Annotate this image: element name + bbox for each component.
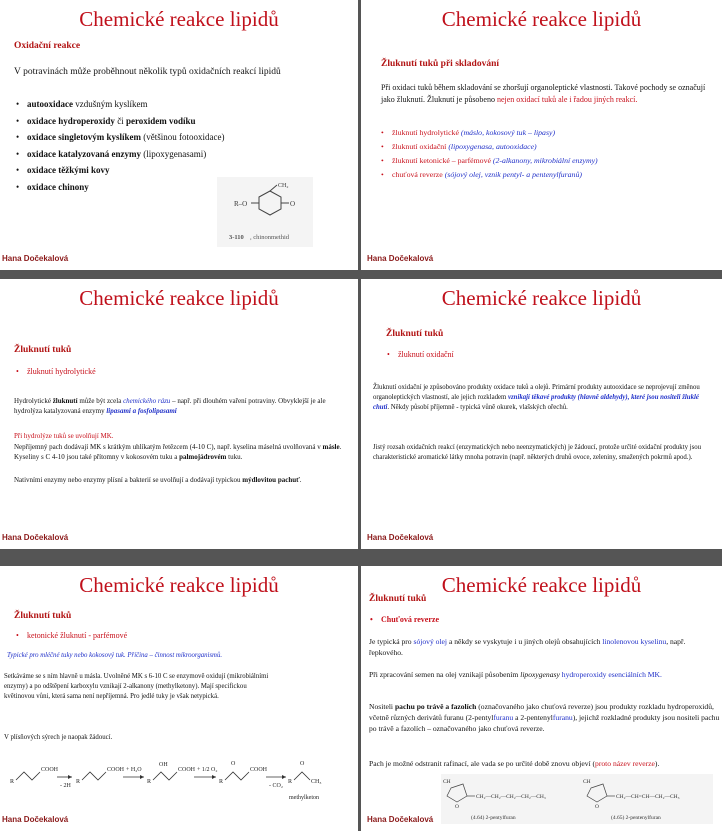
svg-text:R: R [288,779,293,785]
slide-oxidation-reactions [0,0,358,270]
svg-text:R: R [10,779,15,785]
paragraph-refining: Pach je možné odstranit rafinací, ale vadа se po určité době znovu objeví (proto název reverze). [369,759,660,768]
paragraph-odor: Nepříjemný pach dodávají MK s krátkým uhlíkatým řetězcem (4-10 C), např. kyselina máselná uvolňovaná v másle. Kyseliny s C 4-10 jsou také přítomny v kokosovém tuku a palmojádrovém tuku. [14,443,342,462]
slide-title: Chemické reakce lipidů [441,7,642,31]
svg-text:+ H₂O: + H₂O [126,767,142,773]
slide-subtitle: Oxidační reakce [14,41,81,51]
paragraph-desirable: Jistý rozsah oxidačních reakcí (enzymatických nebo neenzymatických) je žádoucí, protože určité oxidační produkty jsou charakteristické aromatické látky mnoha potravin (např. některých druhů ovoce, zeleniny, smažených pokrmů apod.). [373,444,702,461]
svg-text:CH: CH [443,779,451,785]
list-item: • oxidace těžkými kovy [16,162,224,179]
svg-text:COOH: COOH [250,767,268,773]
slide-title: Chemické reakce lipidů [79,573,279,597]
item-list [387,350,454,359]
list-item: • žluknutí oxidační (lipoxygenasa, autooxidace) [381,140,598,154]
list-item: • žluknutí oxidační [387,350,454,359]
svg-text:O: O [300,761,305,767]
slide-title: Chemické reakce lipidů [441,286,642,310]
svg-text:R–O: R–O [234,200,248,208]
svg-text:R: R [219,779,224,785]
list-item: • žluknutí hydrolytické (máslo, kokosový tuk – lipasy) [381,126,598,140]
item-list [16,367,96,376]
svg-text:CH₂—CH₂—CH₂—CH₂—CH₃: CH₂—CH₂—CH₂—CH₂—CH₃ [476,794,546,800]
ketonic-note: Typické pro mléčné tuky nebo kokosový tuk. Příčina – činnost mikroorganismů. [7,652,223,659]
author: Hana Dočekalová [2,815,69,824]
slide-subtitle: Žluknutí tuků při skladování [381,59,500,69]
author: Hana Dočekalová [367,254,434,263]
slide-title: Chemické reakce lipidů [79,286,279,310]
svg-text:- CO₂: - CO₂ [269,783,283,789]
svg-text:O: O [231,761,236,767]
author: Hana Dočekalová [2,254,69,263]
list-item: • žluknutí ketonické – parfémové (2-alkanony, mikrobiální enzymy) [381,154,598,168]
paragraph-fatty-acids: Při hydrolýze tuků se uvolňují MK. [14,432,114,440]
methylketone-scheme [4,746,354,806]
author: Hana Dočekalová [2,533,69,542]
oxidation-list [16,96,224,195]
list-item: • Chuťová reverze [370,615,439,624]
slide-intro: V potravinách může proběhnout několik typů oxidačních reakcí lipidů [14,67,281,77]
svg-text:R: R [147,779,152,785]
svg-text:- 2H: - 2H [60,783,71,789]
slide-subtitle: Žluknutí tuků [14,345,72,355]
svg-text:OH: OH [159,762,168,768]
list-item: • autooxidace vzdušným kyslíkem [16,96,224,113]
svg-text:O: O [595,804,599,810]
svg-text:COOH: COOH [107,767,125,773]
paragraph-furans: Nositeli pachu po trávě a fazolích (označovaného jako chuťová reverze) jsou produkty rozkladu hydroperoxidů, včetně různých derivátů furanu (2-pentylfuranu a 2-pentenylfuranu), jejichž rozkladné produkty jsou nositeli pachu po trávě a fazolích – označovaného jako chuťová reverze. [369,702,720,733]
paragraph-mold-cheese: V plísňových sýrech je naopak žádoucí. [4,734,113,741]
svg-text:CH₂: CH₂ [278,183,289,189]
list-item: • oxidace hydroperoxidy či peroxidem vodíku [16,113,224,130]
svg-text:+ 1/2 O₂: + 1/2 O₂ [197,767,218,773]
svg-text:COOH: COOH [178,767,196,773]
quinone-methide-structure [217,177,313,247]
svg-text:CH₃: CH₃ [311,779,322,785]
slide-oxidative-rancidity [361,279,722,549]
svg-text:CH₂—CH=CH—CH₂—CH₃: CH₂—CH=CH—CH₂—CH₃ [616,794,680,800]
list-item: • žluknutí hydrolytické [16,367,96,376]
slide-subtitle: Žluknutí tuků [386,329,444,339]
author: Hana Dočekalová [367,533,434,542]
list-item: • oxidace katalyzovaná enzymy (lipoxygenasami) [16,146,224,163]
slide-hydrolytic-rancidity [0,279,358,549]
author: Hana Dočekalová [367,815,434,824]
item-list [16,631,127,640]
svg-text:O: O [455,804,459,810]
svg-text:, chinonmethid: , chinonmethid [250,234,289,241]
list-item: • oxidace singletovým kyslíkem (většinou fotooxidace) [16,129,224,146]
list-item: • ketonické žluknutí - parfémové [16,631,127,640]
slide-subtitle: Žluknutí tuků [369,594,427,604]
list-item: • chuťová reverze (sójový olej, vznik pentyl- a pentenylfuranů) [381,168,598,182]
slide-title: Chemické reakce lipidů [441,573,642,597]
svg-text:O: O [290,200,296,208]
paragraph-lipoxygenase: Při zpracování semen na olej vznikají působením lipoxygenasy hydroperoxidy esenciálních MK. [369,670,662,679]
furan-structures [441,774,713,824]
quinone-methide-figure [217,177,313,247]
svg-text:COOH: COOH [41,767,59,773]
svg-text:3-110: 3-110 [229,234,244,241]
slide-subtitle: Žluknutí tuků [14,611,72,621]
svg-text:(4.65) 2-pentenylfuran: (4.65) 2-pentenylfuran [611,815,661,821]
furan-figure [441,774,713,824]
svg-text:R: R [76,779,81,785]
list-item: • oxidace chinony [16,179,224,196]
slide-ketonic-rancidity [0,566,358,831]
paragraph-butter: Setkáváme se s ním hlavně u másla. Uvolněné MK s 6-10 C se enzymově oxidují (mikrobiálními enzymy) a po odštěpení karboxylu vznikají 2-alkanony (methylketony). Mají specifickou květinovou vůni, která sama není nepříjemná. Pro jedlé tuky je však netypická. [4,673,269,700]
rancidity-types-list [381,126,598,182]
paragraph-soybean: Je typická pro sójový olej a někdy se vyskytuje i u jiných olejů obsahujících linolenovou kyselinu, např. řepkového. [369,637,686,657]
slide-flavor-reversion [361,566,722,831]
slide-rancidity-storage [361,0,722,270]
svg-text:CH: CH [583,779,591,785]
svg-text:(4.64) 2-pentylfuran: (4.64) 2-pentylfuran [471,815,516,821]
svg-text:methylketon: methylketon [289,795,319,801]
paragraph-oxidation: Žluknutí oxidační je způsobováno produkty oxidace tuků a olejů. Primární produkty autooxidace se neprojevují změnou organoleptických vlastností, ale jejich rozkladem vznikají těkavé produkty (hlavně aldehydy), které jsou nositeli žluklé chuti. Někdy působí příjemně - typická vůně okurek, vlašských ořechů. [373,384,700,411]
slide-paragraph: Při oxidaci tuků během skladování se zhoršují organoleptické vlastnosti. Takové pochody se označují jako žluknutí. Žluknutí je působeno nejen oxidací tuků ale i řadou jiných reakcí. [381,83,706,104]
item-list [370,615,439,624]
paragraph-hydrolysis: Hydrolytické žluknutí může být zcela chemického rázu – např. při dlouhém vaření potraviny. Obvyklejší je ale hydrolýza katalyzovaná enzymy lipasami a fosfolipasami [14,397,326,416]
paragraph-enzymes: Nativními enzymy nebo enzymy plísní a bakterií se uvolňují a dodávají typickou mýdlovitou pachuť. [14,476,302,484]
slide-title: Chemické reakce lipidů [79,7,279,31]
